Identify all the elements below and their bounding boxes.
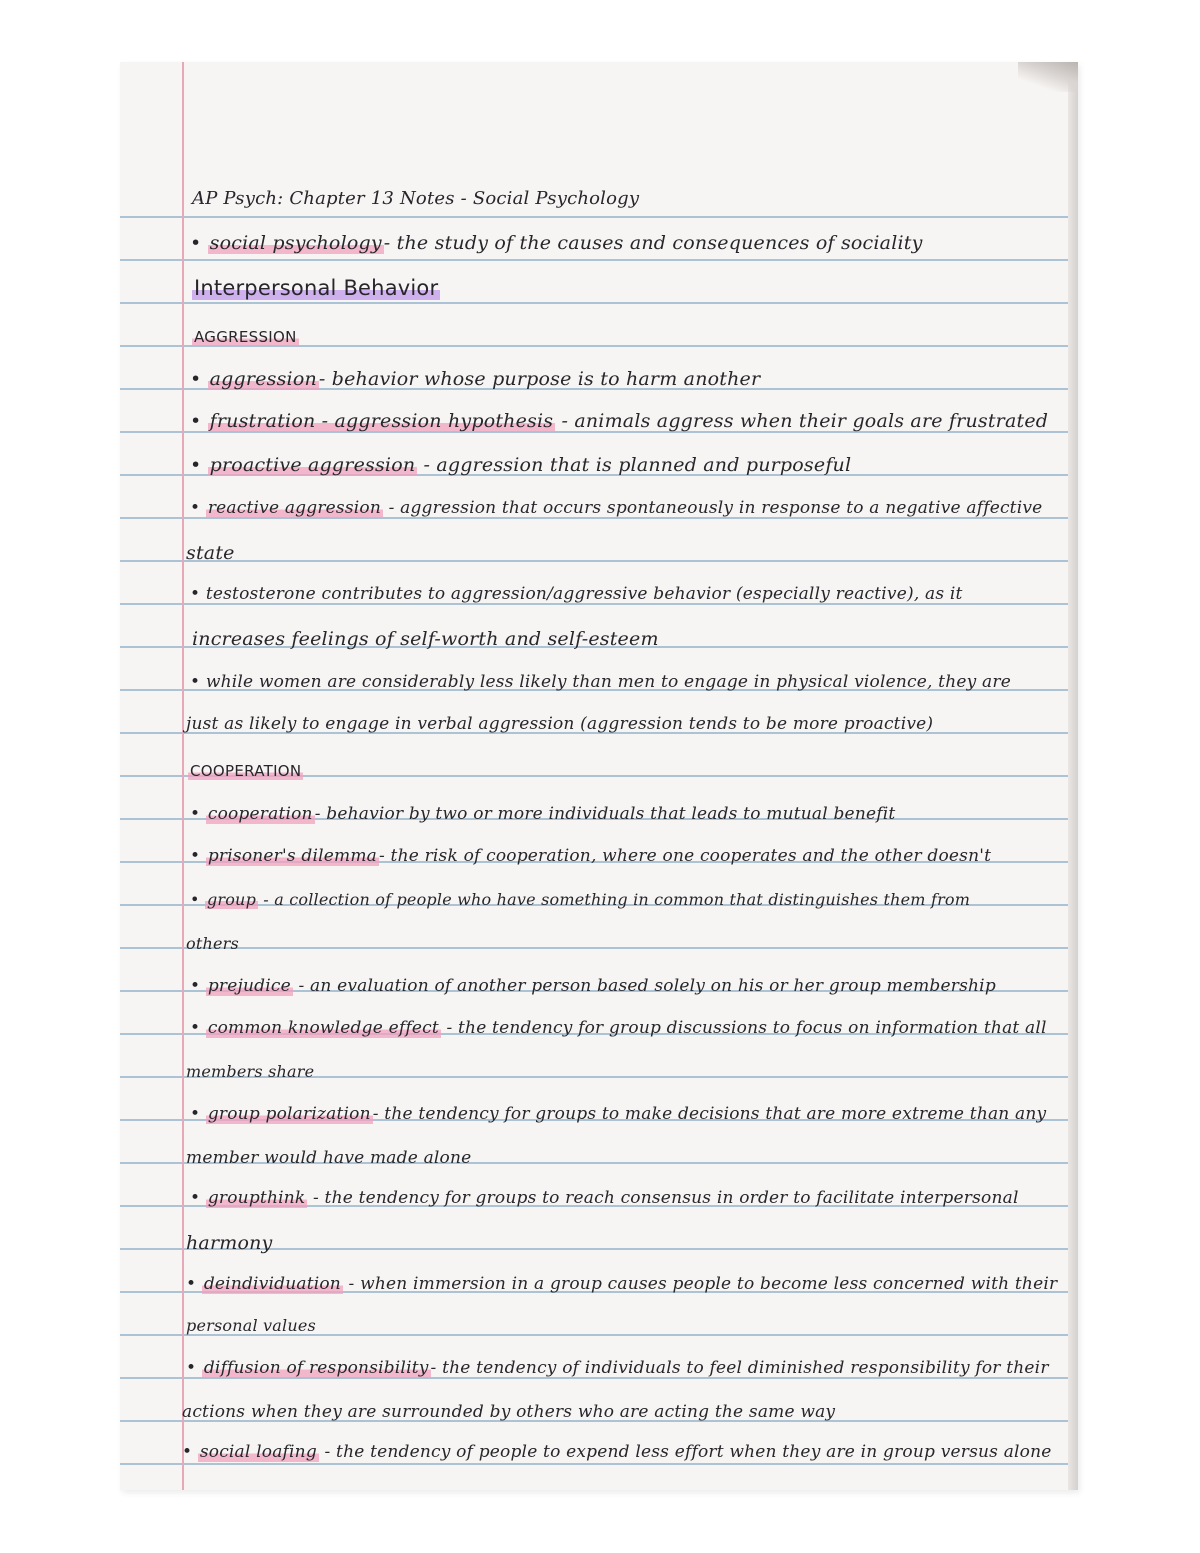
- def-social-psychology: - the study of the causes and consequences of sociality: [383, 232, 923, 254]
- note-deindividuation: • deindividuation - when immersion in a group causes people to become less concerned with their: [186, 1274, 1058, 1294]
- subheading-cooperation: COOPERATION: [190, 762, 302, 780]
- note-testosterone: • testosterone contributes to aggression/aggressive behavior (especially reactive), as it: [190, 584, 963, 604]
- note-group-cont: others: [186, 934, 239, 953]
- note-social-loafing: • social loafing - the tendency of people to expend less effort when they are in group versus alone: [182, 1442, 1052, 1462]
- note-cooperation: • cooperation - behavior by two or more individuals that leads to mutual benefit: [190, 804, 896, 824]
- note-deindividuation-cont: personal values: [186, 1316, 316, 1335]
- note-group: • group - a collection of people who have something in common that distinguishes them from: [190, 890, 971, 909]
- note-proactive: • proactive aggression - aggression that is planned and purposeful: [190, 454, 852, 476]
- note-social-psychology: • social psychology - the study of the causes and consequences of sociality: [190, 232, 923, 254]
- note-groupthink-cont: harmony: [186, 1232, 273, 1254]
- note-reactive-cont: state: [186, 542, 235, 564]
- note-prisoners-dilemma: • prisoner's dilemma - the risk of cooperation, where one cooperates and the other doesn't: [190, 846, 992, 866]
- note-reactive: • reactive aggression - aggression that occurs spontaneously in response to a negative affective: [190, 498, 1043, 518]
- note-groupthink: • groupthink - the tendency for groups to reach consensus in order to facilitate interpersonal: [190, 1188, 1019, 1208]
- note-prejudice: • prejudice - an evaluation of another person based solely on his or her group membership: [190, 976, 996, 996]
- note-aggression: • aggression - behavior whose purpose is to harm another: [190, 368, 761, 390]
- notebook-page: [120, 62, 1078, 1490]
- note-common-knowledge: • common knowledge effect - the tendency for group discussions to focus on information that all: [190, 1018, 1047, 1038]
- note-group-polarization: • group polarization - the tendency for groups to make decisions that are more extreme than any: [190, 1104, 1047, 1124]
- section-heading-interpersonal: Interpersonal Behavior: [194, 276, 439, 300]
- note-testosterone-cont: increases feelings of self-worth and self-esteem: [192, 628, 659, 650]
- page-title: AP Psych: Chapter 13 Notes - Social Psychology: [192, 188, 640, 209]
- note-diffusion: • diffusion of responsibility - the tendency of individuals to feel diminished responsibility for their: [186, 1358, 1049, 1378]
- note-frustration: • frustration - aggression hypothesis - animals aggress when their goals are frustrated: [190, 410, 1049, 432]
- note-group-polarization-cont: member would have made alone: [186, 1148, 472, 1168]
- note-common-knowledge-cont: members share: [186, 1062, 315, 1081]
- note-women: • while women are considerably less likely than men to engage in physical violence, they are: [190, 672, 1011, 692]
- subheading-aggression: AGGRESSION: [194, 328, 297, 346]
- term-social-psychology: social psychology: [209, 232, 382, 254]
- note-diffusion-cont: actions when they are surrounded by others who are acting the same way: [182, 1402, 836, 1422]
- notes-content: [120, 62, 1078, 1490]
- note-women-cont: just as likely to engage in verbal aggression (aggression tends to be more proactive): [186, 714, 934, 734]
